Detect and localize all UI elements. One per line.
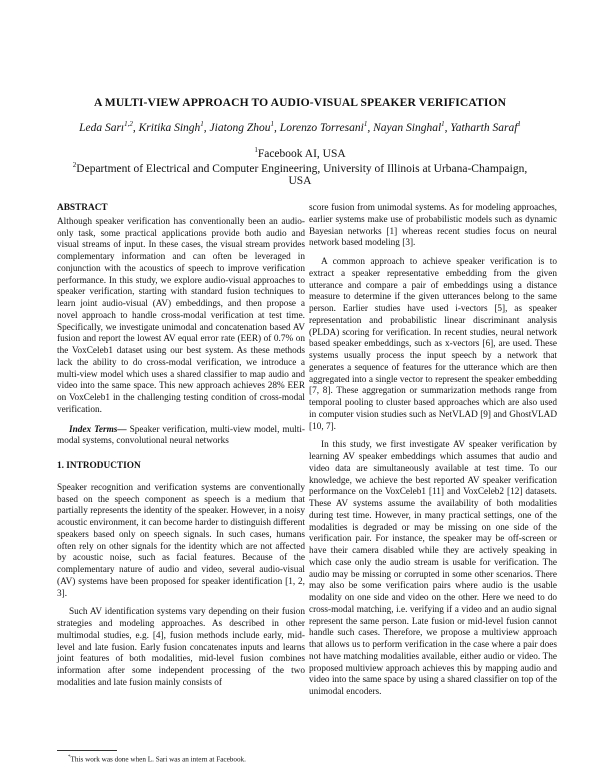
author-affiliation-mark: 1 <box>200 120 204 129</box>
author-affiliation-mark: 1 <box>363 120 368 129</box>
author-affiliation-mark: 1,2 <box>124 120 133 129</box>
affiliation-text: Department of Electrical and Computer Engineering, University of Illinois at Urbana-Champaign, USA <box>76 163 528 187</box>
paper-title: A MULTI-VIEW APPROACH TO AUDIO-VISUAL SPEAKER VERIFICATION <box>93 96 507 109</box>
author-affiliation-mark: 1 <box>270 120 275 129</box>
author-name: Kritika Singh <box>138 122 201 134</box>
author-name: Leda Sarı <box>79 122 125 134</box>
author-name: Yatharth Saraf <box>450 122 518 134</box>
footnote-rule <box>57 750 117 751</box>
author-name: Lorenzo Torresani <box>279 122 364 134</box>
index-terms-text: Speaker verification, multi-view model, multi-modal systems, convolutional neural networks <box>57 424 306 447</box>
left-column <box>57 203 305 690</box>
right-paragraph-3: In this study, we first investigate AV speaker verification by learning AV speaker embeddings which assumes that audio and video data are simultaneously available at test time. To our knowledge, we achieve the best reported AV speaker verification performance on the VoxCeleb1 [11] and VoxCeleb2 [12] datasets. These AV systems assume the availability of both modalities during test time. However, in many practical settings, one of the modalities is degraded or may be missing on one side of the verification pair. For instance, the speaker may be off-screen or have their camera disabled while they are actively speaking in which case only the audio stream is usable for verification. The audio may be missing or corrupted in some other scenarios. There may also be some verification pairs where audio is the usable modality on one side and video on the other. Here we need to do cross-modal matching, i.e. verifying if a video and an audio signal represent the same person. Late fusion or mid-level fusion cannot handle such cases. Therefore, we propose a multiview approach that allows us to perform verification in the case where a pair does not have matching modalities available, either audio or video. The proposed multiview approach achieves this by mapping audio and video into the same space by using a shared classifier on top of the unimodal encoders. <box>309 440 557 697</box>
affiliation-1 <box>60 148 540 160</box>
intro-paragraph-1: Speaker recognition and verification systems are conventionally based on the speech component as speech is a medium that partially represents the identity of the speaker. However, in a noisy acoustic environment, it can become harder to distinguish different speakers based only on speech signals. In such cases, humans often rely on other signals for the identity which are not affected by acoustic noise, such as facial features. Because of the complementary nature of audio and video, several audio-visual (AV) systems have been proposed for speaker identification [1, 2, 3]. <box>57 482 305 599</box>
right-column <box>309 203 557 699</box>
author-list: Leda Sarı$^{1,2}$, Kritika Singh$^1$, Jiatong Zhou$^1$, Lorenzo Torresani$^1$, Nayan Singhal$^1$, Yatharth Saraf$^1$ <box>79 120 521 134</box>
right-paragraph-1: score fusion from unimodal systems. As for modeling approaches, earlier systems make use of probabilistic models such as dynamic Bayesian networks [1] whereas recent studies focus on neural network based modeling [3]. <box>309 203 557 249</box>
abstract-heading: ABSTRACT <box>57 203 108 213</box>
author-affiliation-mark: 1 <box>441 120 445 129</box>
author-name: Nayan Singhal <box>373 122 442 134</box>
author-name: Jiatong Zhou <box>209 122 271 134</box>
right-paragraph-2: A common approach to achieve speaker verification is to extract a speaker representative embedding from the given utterance and compare a pair of embeddings using a distance measure to determine if the given utterances belong to the same person. Earlier studies have used i-vectors [5], as speaker representation and probabilistic linear discriminant analysis (PLDA) scoring for verification. In recent studies, neural network based speaker embeddings, such as x-vectors [6], are used. These systems usually process the input speech by a network that generates a sequence of features for the utterance which are then aggregated into a single vector to represent the speaker embedding [7, 8]. These aggregation or summarization methods range from temporal pooling to cluster based approaches which are also used in computer vision studies such as NetVLAD [9] and GhostVLAD [10, 7]. <box>309 257 557 432</box>
intro-paragraph-2: Such AV identification systems vary depending on their fusion strategies and modeling approaches. As described in other multimodal studies, e.g. [4], fusion methods include early, mid-level and late fusion. Early fusion concatenates inputs and learns joint features of both modalities, mid-level fusion combines information after some independent processing of the two modalities and late fusion mainly consists of <box>57 607 305 688</box>
footnote-text: This work was done when L. Sari was an intern at Facebook. <box>70 755 246 764</box>
index-terms-label: Index Terms— <box>69 424 127 435</box>
index-terms <box>57 425 305 449</box>
affiliation-number: 1 <box>254 146 258 155</box>
affiliation-text: Facebook AI, USA <box>257 148 346 160</box>
footnote: *This work was done when L. Sari was an intern at Facebook. <box>68 755 246 764</box>
author-affiliation-mark: 1 <box>517 120 521 129</box>
introduction-heading: 1. INTRODUCTION <box>57 461 141 471</box>
affiliation-number: 2 <box>72 161 77 170</box>
arxiv-side-label <box>4 212 48 602</box>
affiliation-2 <box>60 163 540 187</box>
abstract-text: Although speaker verification has conventionally been an audio-only task, some practical applications provide both audio and visual streams of input. In these cases, the visual stream provides complementary information and can often be leveraged in conjunction with the acoustics of speech to improve verification performance. In this study, we explore audio-visual approaches to speaker verification, starting with standard fusion techniques to learn joint audio-visual (AV) embeddings, and then propose a novel approach to handle cross-modal verification at test time. Specifically, we investigate unimodal and concatenation based AV fusion and report the lowest AV equal error rate (EER) of 0.7% on the VoxCeleb1 dataset using our best system. As these methods lack the ability to do cross-modal verification, we introduce a multi-view model which uses a shared classifier to map audio and video into the same space. This new approach achieves 28% EER on VoxCeleb1 in the challenging testing condition of cross-modal verification. <box>57 216 305 415</box>
